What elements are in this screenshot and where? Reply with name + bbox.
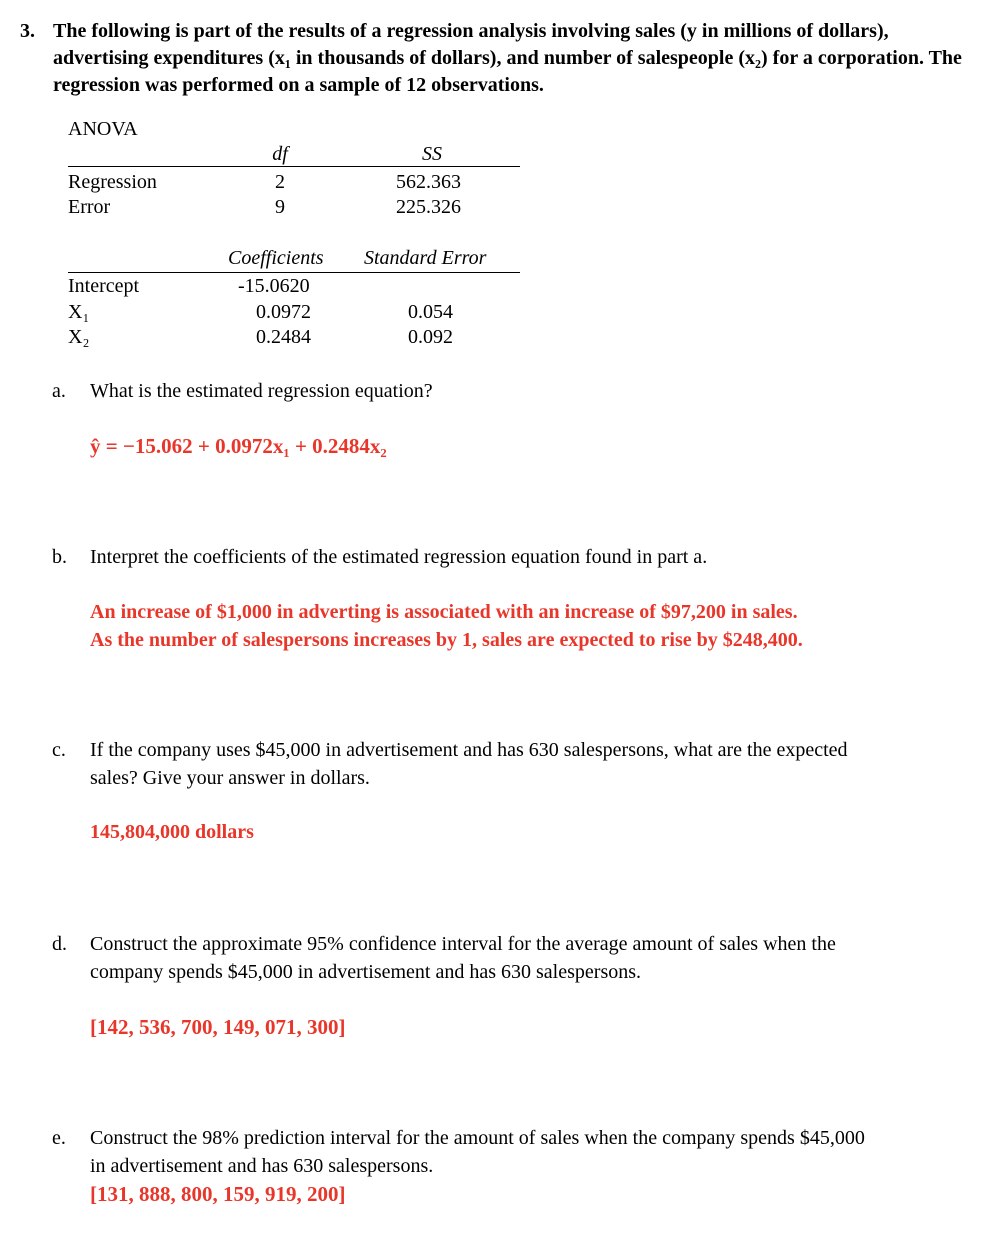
part-b-answer-line: As the number of salespersons increases by 1, sales are expected to rise by $248,400. <box>90 629 803 651</box>
anova-row-df: 2 <box>275 171 285 193</box>
anova-row-ss: 225.326 <box>396 196 461 218</box>
part-c-letter: c. <box>52 739 66 761</box>
part-c-question-line: sales? Give your answer in dollars. <box>90 767 370 789</box>
part-a-answer: ŷ = −15.062 + 0.0972x₁ + 0.2484x₂ <box>90 434 387 458</box>
question-number: 3. <box>20 20 35 42</box>
anova-ss-header: SS <box>422 143 442 165</box>
part-c-answer: 145,804,000 dollars <box>90 821 254 843</box>
part-b-letter: b. <box>52 546 67 568</box>
part-e-letter: e. <box>52 1127 66 1149</box>
part-d-answer: [142, 536, 700, 149, 071, 300] <box>90 1015 346 1039</box>
coef-row-se: 0.092 <box>408 326 453 348</box>
part-d-letter: d. <box>52 933 67 955</box>
coef-row-value: -15.0620 <box>238 275 310 297</box>
anova-header-rule <box>68 166 520 167</box>
anova-row-df: 9 <box>275 196 285 218</box>
part-e-question-line: Construct the 98% prediction interval for the amount of sales when the company spends $45,000 <box>90 1127 865 1149</box>
anova-row-ss: 562.363 <box>396 171 461 193</box>
part-b-answer-line: An increase of $1,000 in adverting is associated with an increase of $97,200 in sales. <box>90 601 798 623</box>
anova-df-header: df <box>272 143 288 165</box>
anova-row-label: Regression <box>68 171 157 193</box>
anova-row-label: Error <box>68 196 111 218</box>
part-d-question-line: company spends $45,000 in advertisement and has 630 salespersons. <box>90 961 642 983</box>
question-text: The following is part of the results of a regression analysis involving sales (y in millions of dollars), advertising expenditures (x₁ in thousands of dollars), and number of salespeople (x₂) for a corporation. The regression was performed on a sample of 12 observations. <box>53 20 962 96</box>
anova-title: ANOVA <box>68 118 138 140</box>
coef-row-se: 0.054 <box>408 301 453 323</box>
stderr-header: Standard Error <box>364 247 487 269</box>
part-b-question: Interpret the coefficients of the estimated regression equation found in part a. <box>90 546 708 568</box>
part-e-answer: [131, 888, 800, 159, 919, 200] <box>90 1182 346 1206</box>
coef-header-rule <box>68 272 520 273</box>
part-a-question: What is the estimated regression equation? <box>90 380 433 402</box>
coef-row-label: X₂ <box>68 326 90 348</box>
coef-row-label: X₁ <box>68 301 90 323</box>
coef-row-value: 0.2484 <box>256 326 311 348</box>
part-c-question-line: If the company uses $45,000 in advertisement and has 630 salespersons, what are the expected <box>90 739 848 761</box>
part-a-letter: a. <box>52 380 66 402</box>
part-d-question-line: Construct the approximate 95% confidence interval for the average amount of sales when the <box>90 933 836 955</box>
coefficients-header: Coefficients <box>228 247 324 269</box>
coef-row-value: 0.0972 <box>256 301 311 323</box>
part-e-question-line: in advertisement and has 630 salespersons. <box>90 1155 434 1177</box>
coef-row-label: Intercept <box>68 275 140 297</box>
